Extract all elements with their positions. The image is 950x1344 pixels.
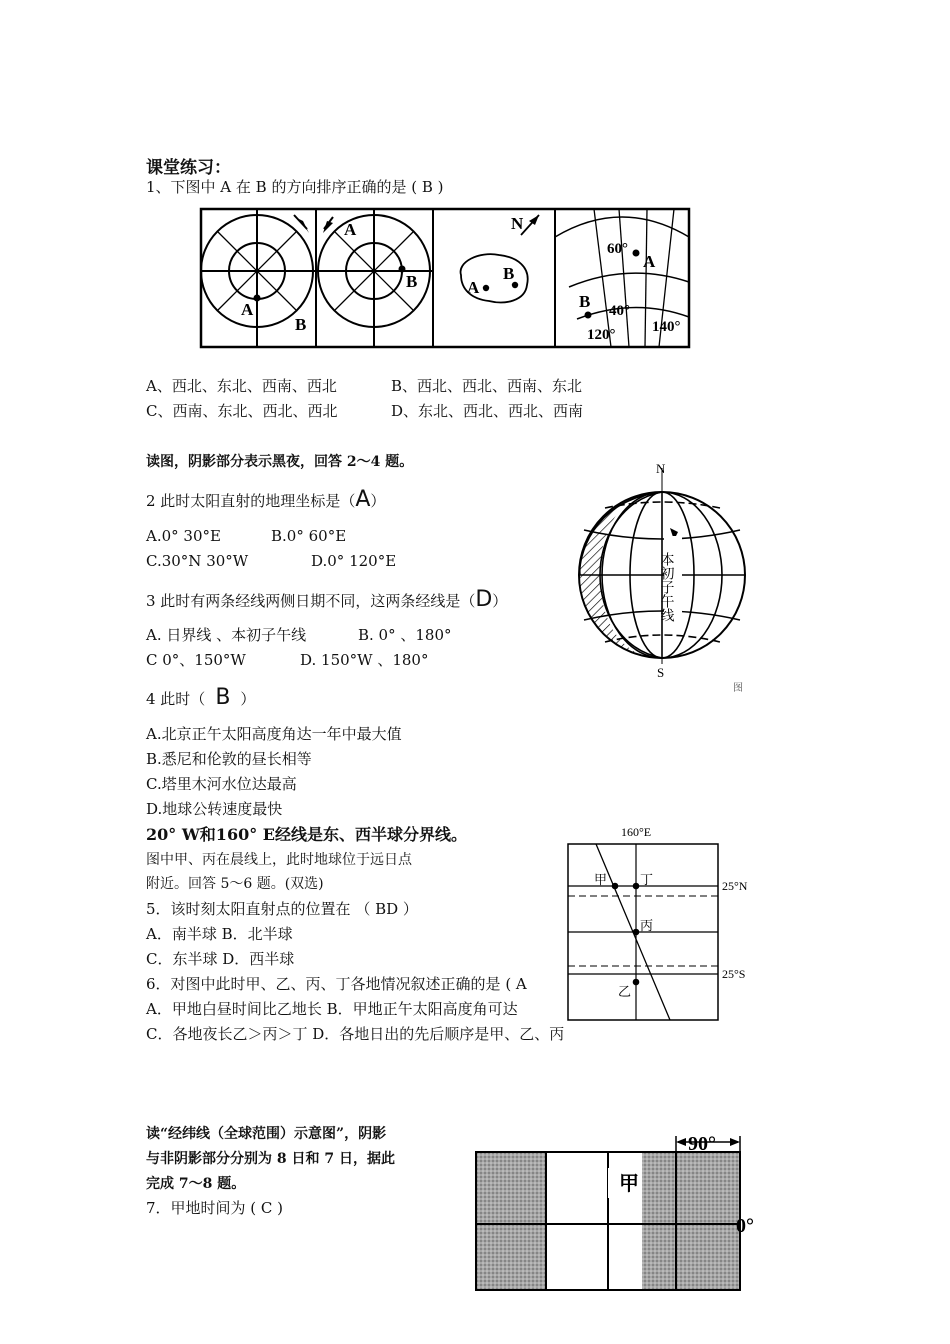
- intro-2-4: 读图，阴影部分表示黑夜，回答 2～4 题。: [146, 454, 414, 470]
- q78-90deg: 90°: [688, 1133, 716, 1155]
- p2-label-b: B: [406, 272, 418, 291]
- p4-label-b: B: [579, 292, 591, 311]
- q56-figure: [566, 822, 766, 1022]
- globe-south: S: [657, 665, 665, 680]
- q4-question: [146, 685, 256, 710]
- q56-25s: 25°S: [722, 967, 746, 981]
- q6-question: 6．对图中此时甲、乙、丙、丁各地情况叙述正确的是 ( A: [146, 975, 527, 993]
- q4-close: ）: [240, 690, 256, 708]
- q78-jia: 甲: [619, 1173, 639, 1195]
- q2-option-d: D.0° 120°E: [311, 552, 397, 570]
- q78-0deg: 0°: [736, 1215, 754, 1237]
- q4-option-a: A.北京正午太阳高度角达一年中最大值: [146, 725, 402, 743]
- q6-options-line2: C．各地夜长乙＞丙＞丁 D．各地日出的先后顺序是甲、乙、丙: [146, 1025, 565, 1043]
- intro-5-6-line2: 图中甲、丙在晨线上，此时地球位于远日点: [146, 852, 412, 868]
- q4-answer: B: [215, 685, 231, 710]
- q3-option-d: D. 150°W 、180°: [300, 651, 429, 669]
- q4-option-d: D.地球公转速度最快: [146, 800, 283, 818]
- q5-options-line1: A．南半球 B．北半球: [146, 925, 293, 943]
- q2-option-b: B.0° 60°E: [271, 527, 347, 545]
- globe-prime-meridian-label: 本初子午线: [658, 552, 674, 622]
- p4-lon140: 140°: [652, 319, 681, 335]
- q2-question: [146, 487, 386, 512]
- section-heading: 课堂练习：: [146, 158, 231, 178]
- q5-options-line2: C．东半球 D．西半球: [146, 950, 295, 968]
- q2-close: ）: [370, 492, 386, 510]
- intro-7-8-line2: 与非阴影部分分别为 8 日和 7 日，据此: [146, 1151, 395, 1167]
- p3-label-n: N: [511, 214, 524, 233]
- p4-lon120: 120°: [587, 327, 616, 343]
- q1-option-d: D、东北、西北、西北、西南: [391, 402, 584, 420]
- q3-question: [146, 587, 508, 612]
- q56-ding: 丁: [640, 872, 654, 887]
- q4-text: 4 此时（: [146, 690, 206, 708]
- p4-label-a: A: [643, 252, 656, 271]
- q6-options-line1: A．甲地白昼时间比乙地长 B．甲地正午太阳高度角可达: [146, 1000, 518, 1018]
- q3-text: 3 此时有两条经线两侧日期不同，这两条经线是（: [146, 592, 476, 610]
- globe-north: N: [656, 461, 666, 476]
- q7-question: 7．甲地时间为 ( C ): [146, 1199, 284, 1217]
- p4-lat60: 60°: [607, 241, 628, 257]
- q3-option-a: A. 日界线 、本初子午线: [146, 626, 307, 644]
- intro-7-8-line3: 完成 7～8 题。: [146, 1176, 246, 1192]
- q2-answer: A: [355, 487, 371, 512]
- q56-lon-label: 160°E: [621, 825, 652, 839]
- p3-label-b: B: [503, 264, 515, 283]
- globe-fig-label: 图: [733, 683, 743, 694]
- intro-7-8-line1: 读“经纬线（全球范围）示意图”，阴影: [146, 1126, 387, 1142]
- p1-label-a: A: [241, 300, 254, 319]
- q2-option-c: C.30°N 30°W: [146, 552, 249, 570]
- q56-bing: 丙: [640, 918, 654, 933]
- q56-25n: 25°N: [722, 879, 748, 893]
- q56-yi: 乙: [618, 984, 632, 999]
- p2-label-a: A: [344, 220, 357, 239]
- q78-figure: [472, 1128, 772, 1298]
- q4-option-b: B.悉尼和伦敦的昼长相等: [146, 750, 312, 768]
- q2-text: 2 此时太阳直射的地理坐标是（: [146, 492, 356, 510]
- q4-option-c: C.塔里木河水位达最高: [146, 775, 297, 793]
- p1-label-b: B: [295, 315, 307, 334]
- q3-option-b: B. 0° 、180°: [358, 626, 452, 644]
- q1-option-a: A、西北、东北、西南、西北: [146, 377, 337, 395]
- q3-option-c: C 0°、150°W: [146, 651, 246, 669]
- q3-answer: D: [475, 587, 493, 612]
- globe-figure: [570, 460, 760, 692]
- p4-lat40: 40°: [609, 303, 630, 319]
- q5-question: 5．该时刻太阳直射点的位置在 （ BD ）: [146, 900, 418, 918]
- p3-label-a: A: [467, 278, 480, 297]
- q3-close: ）: [492, 592, 508, 610]
- q1-option-c: C、西南、东北、西北、西北: [146, 402, 338, 420]
- intro-5-6-line3: 附近。回答 5～6 题。(双选): [146, 876, 324, 892]
- q1-figure: [199, 207, 691, 349]
- q2-option-a: A.0° 30°E: [146, 527, 221, 545]
- q56-jia: 甲: [594, 872, 608, 887]
- q1-option-b: B、西北、西北、西南、东北: [391, 377, 583, 395]
- q1-question: 1、下图中 A 在 B 的方向排序正确的是 ( B ): [146, 178, 444, 196]
- intro-5-6-line1: 20° W和160° E经线是东、西半球分界线。: [146, 825, 467, 844]
